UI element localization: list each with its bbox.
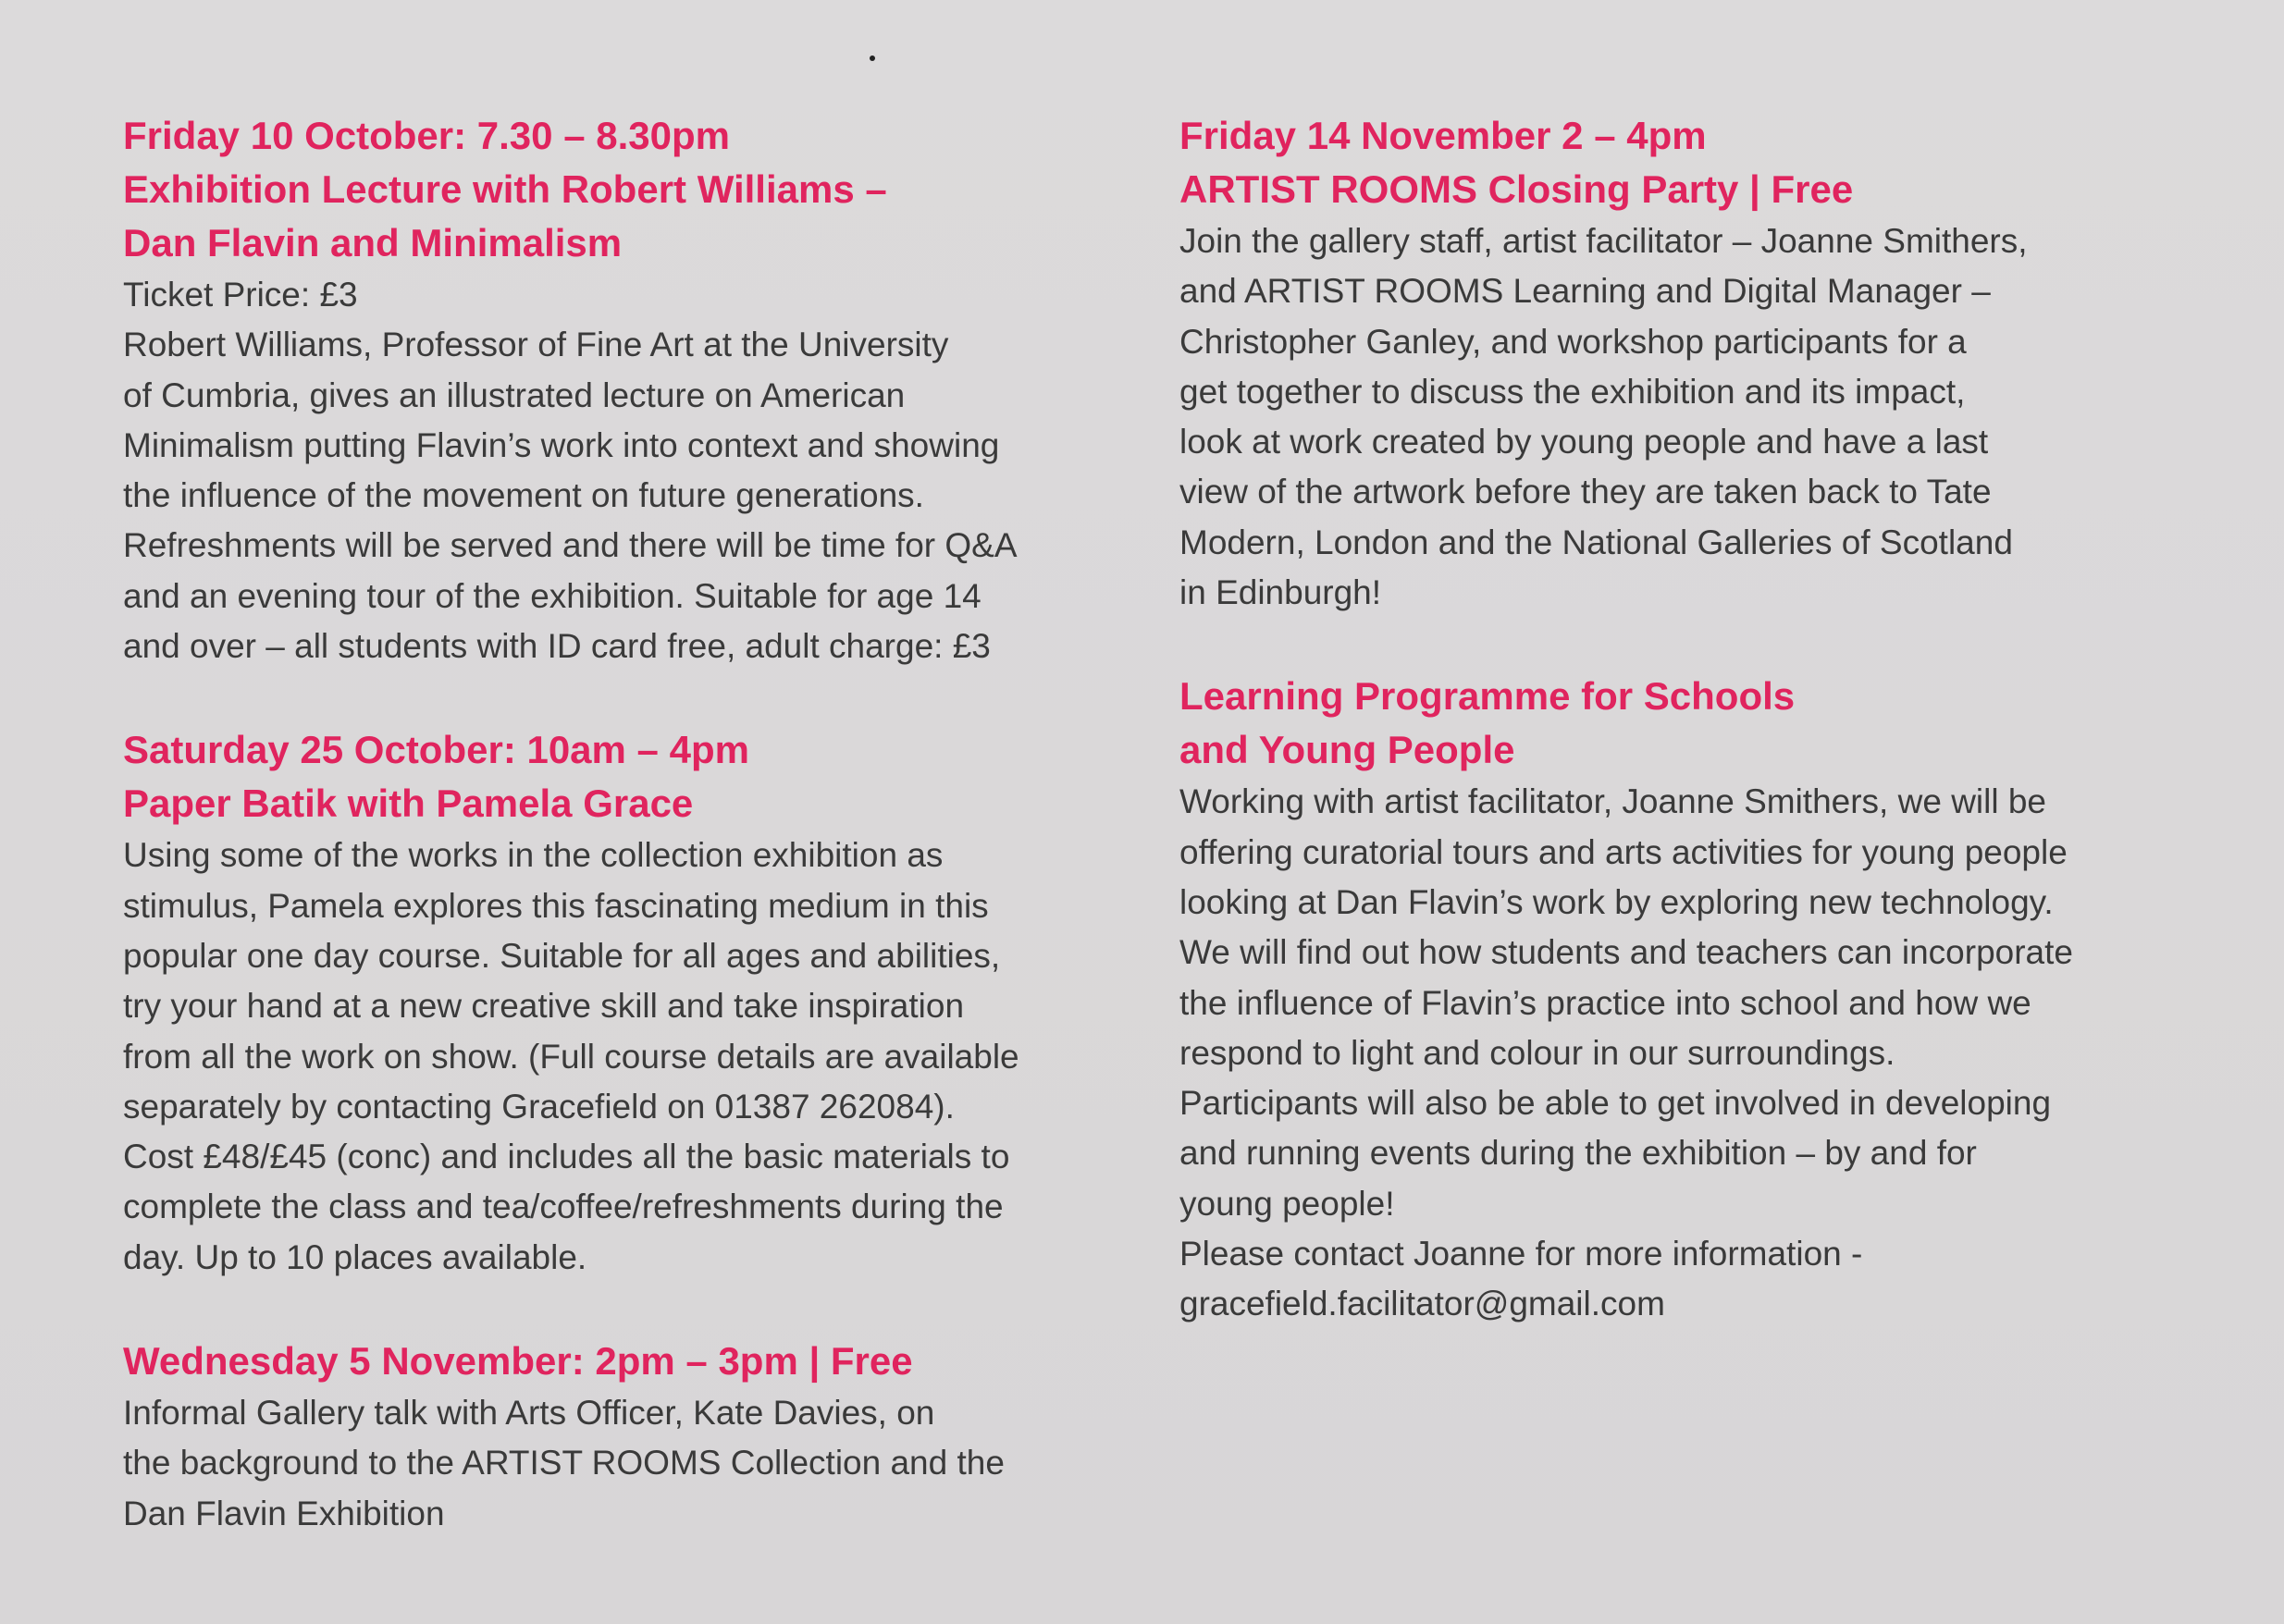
right-column — [1179, 109, 2197, 1382]
event-title-heading: Exhibition Lecture with Robert Williams – — [123, 167, 887, 211]
event-description-line: in Edinburgh! — [1179, 573, 1382, 612]
event-description-line: complete the class and tea/coffee/refreshments during the — [123, 1187, 1004, 1226]
event-exhibition-lecture — [123, 109, 1122, 671]
event-description-line: Join the gallery staff, artist facilitator – Joanne Smithers, — [1179, 222, 2028, 260]
event-description-line: the background to the ARTIST ROOMS Collection and the — [123, 1444, 1005, 1483]
event-description-line: Modern, London and the National Galleries of Scotland — [1179, 523, 2013, 561]
event-title-heading: Paper Batik with Pamela Grace — [123, 781, 694, 826]
programme-description-line: We will find out how students and teachers can incorporate — [1179, 933, 2073, 972]
event-date-heading: Wednesday 5 November: 2pm – 3pm | Free — [123, 1339, 913, 1384]
event-closing-party — [1179, 109, 2197, 618]
event-description-line: and an evening tour of the exhibition. Suitable for age 14 — [123, 576, 982, 615]
programme-description-line: looking at Dan Flavin’s work by exploring new technology. — [1179, 882, 2054, 921]
section-title-heading: and Young People — [1179, 728, 1515, 772]
event-description-line: from all the work on show. (Full course details are available — [123, 1037, 1019, 1076]
event-description-line: Dan Flavin Exhibition — [123, 1494, 445, 1532]
event-description-line: the influence of the movement on future generations. — [123, 476, 924, 515]
event-description-line: Robert Williams, Professor of Fine Art at the University — [123, 326, 949, 364]
event-description-line: view of the artwork before they are taken back to Tate — [1179, 473, 1992, 511]
event-description-line: separately by contacting Gracefield on 01387 262084). — [123, 1087, 955, 1126]
event-description-line: Using some of the works in the collection exhibition as — [123, 836, 944, 875]
event-gallery-talk — [123, 1335, 1122, 1539]
event-description-line: Minimalism putting Flavin’s work into context and showing — [123, 425, 1000, 464]
event-description-line: get together to discuss the exhibition and its impact, — [1179, 372, 1966, 411]
event-description-line: Informal Gallery talk with Arts Officer, Kate Davies, on — [123, 1394, 935, 1433]
left-column — [123, 109, 1122, 1591]
event-description-line: and over – all students with ID card free, adult charge: £3 — [123, 627, 991, 666]
event-description-line: Refreshments will be served and there will be time for Q&A — [123, 526, 1018, 565]
event-description-line: popular one day course. Suitable for all ages and abilities, — [123, 936, 1001, 975]
event-description-line: look at work created by young people and have a last — [1179, 423, 1989, 461]
contact-line: Please contact Joanne for more information - — [1179, 1235, 1863, 1273]
learning-programme — [1179, 670, 2197, 1329]
event-description-line: Christopher Ganley, and workshop participants for a — [1179, 322, 1967, 361]
programme-description-line: Working with artist facilitator, Joanne Smithers, we will be — [1179, 782, 2047, 821]
event-description-line: day. Up to 10 places available. — [123, 1237, 587, 1276]
event-date-heading: Friday 14 November 2 – 4pm — [1179, 114, 1707, 157]
section-title-heading: Learning Programme for Schools — [1179, 674, 1796, 719]
event-paper-batik — [123, 723, 1122, 1283]
event-description-line: Cost £48/£45 (conc) and includes all the basic materials to — [123, 1138, 1010, 1176]
programme-description-line: and running events during the exhibition – by and for — [1179, 1134, 1977, 1173]
programme-description-line: Participants will also be able to get involved in developing — [1179, 1084, 2052, 1123]
event-title-heading: ARTIST ROOMS Closing Party | Free — [1179, 167, 1854, 211]
speck-mark — [870, 55, 875, 61]
event-title-heading: Dan Flavin and Minimalism — [123, 221, 623, 265]
contact-email: gracefield.facilitator@gmail.com — [1179, 1285, 1665, 1323]
event-date-heading: Saturday 25 October: 10am – 4pm — [123, 728, 749, 772]
event-date-heading: Friday 10 October: 7.30 – 8.30pm — [123, 114, 730, 157]
programme-description-line: young people! — [1179, 1184, 1395, 1223]
event-description-line: try your hand at a new creative skill and take inspiration — [123, 987, 965, 1026]
programme-description-line: respond to light and colour in our surroundings. — [1179, 1033, 1895, 1072]
event-description-line: stimulus, Pamela explores this fascinating medium in this — [123, 886, 989, 925]
ticket-price: Ticket Price: £3 — [123, 276, 358, 314]
event-description-line: and ARTIST ROOMS Learning and Digital Manager – — [1179, 272, 1991, 311]
programme-description-line: offering curatorial tours and arts activities for young people — [1179, 832, 2068, 871]
event-description-line: of Cumbria, gives an illustrated lecture on American — [123, 375, 906, 414]
programme-description-line: the influence of Flavin’s practice into school and how we — [1179, 983, 2031, 1022]
